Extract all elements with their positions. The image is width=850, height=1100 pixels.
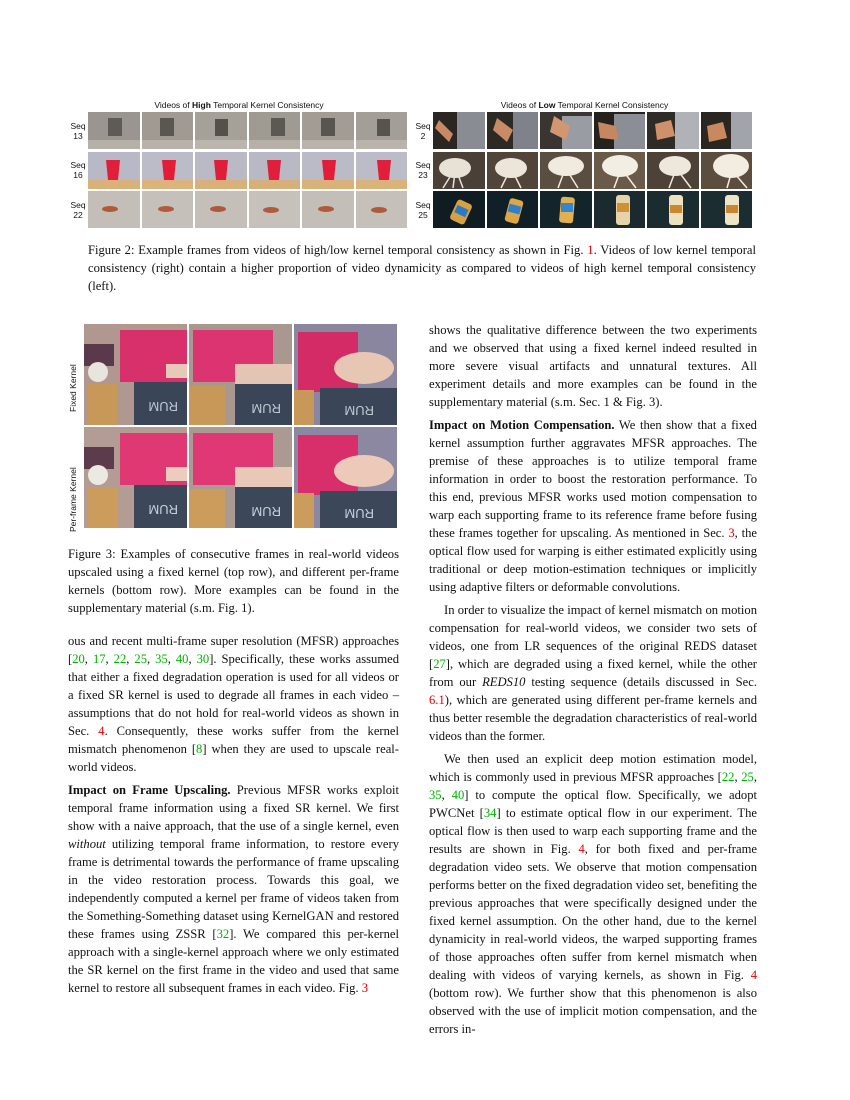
row-label-word: Seq <box>70 160 86 171</box>
video-frame <box>249 112 301 149</box>
video-frame <box>487 191 539 228</box>
row-label-number: 16 <box>73 170 83 181</box>
video-frame <box>195 112 247 149</box>
body-text: , for both fixed and per-frame degradation video sets. We observe that motion compensation performs better on the fixed degradation video set, benefiting the previous approaches that were specifically designed under the fixed kernel assumption. On the other hand, due to the kernel dynamicity in real-world videos, the warped supporting frames of those approaches often suffer from kernel mismatch when dealing with videos of varying kernels, as shown in Fig. <box>429 842 757 982</box>
svg-text:RUM: RUM <box>148 399 178 414</box>
body-text: ous and recent multi-frame super resolution (MFSR) approaches [ <box>68 634 399 666</box>
svg-text:RUM: RUM <box>251 504 281 519</box>
paragraph: ous and recent multi-frame super resolution (MFSR) approaches [20, 17, 22, 25, 35, 40, 30]. Specifically, these works assumed that either a fixed degradation operation is used for all videos or a fixed SR kernel is used to degrade all frames in each video – assumptions that do not hold for real-world videos as shown in Sec. 4. Consequently, these works suffer from the kernel mismatch phenomenon [8] when they are used to upscale real-world videos. <box>68 634 400 774</box>
row-label <box>413 200 433 220</box>
video-frame <box>88 191 140 228</box>
row-label <box>413 121 433 141</box>
citation-link[interactable]: 20 <box>72 652 85 666</box>
emphasis-text: without <box>68 837 106 851</box>
figure-reference-link[interactable]: 1 <box>587 243 594 257</box>
video-frame <box>433 112 485 149</box>
video-frame <box>701 191 753 228</box>
body-text: (bottom row). We further show that this phenomenon is also observed with the use of implicit motion compensation, and the errors in- <box>429 986 757 1036</box>
paragraph <box>68 781 399 997</box>
video-frame <box>142 152 194 189</box>
body-text: ], which are degraded using a fixed kernel, while the other from our <box>429 657 757 689</box>
title-text: Videos of <box>500 100 539 110</box>
citation-link[interactable]: 27 <box>433 657 446 671</box>
svg-text:RUM: RUM <box>344 403 374 418</box>
emphasis-text: REDS10 <box>482 675 526 689</box>
figure2-caption <box>88 241 756 295</box>
figure2-row-seq23 <box>413 151 756 191</box>
citation-link[interactable]: 22 <box>721 770 735 784</box>
figure3 <box>68 322 400 530</box>
paragraph-heading: Impact on Frame Upscaling. <box>68 783 231 797</box>
figure2-row-seq2 <box>413 111 756 151</box>
figure2-row-seq25 <box>413 190 756 230</box>
citation-link[interactable]: 30 <box>196 652 210 666</box>
citation-link[interactable]: 35 <box>429 788 442 802</box>
video-frame <box>540 152 592 189</box>
figure2-left-panel <box>68 100 410 230</box>
video-frame <box>356 112 408 149</box>
title-text: Videos of <box>154 100 192 110</box>
row-label-number: 25 <box>418 209 428 220</box>
upscaled-frame <box>84 324 187 425</box>
video-frame <box>540 112 592 149</box>
title-emphasis: Low <box>538 100 556 110</box>
body-text: ] when they are used to upscale real-world videos. <box>68 742 399 774</box>
row-label-number: 13 <box>73 130 83 141</box>
upscaled-frame <box>189 427 292 528</box>
video-frame <box>594 191 646 228</box>
row-label <box>68 200 88 220</box>
row-label-number: 22 <box>73 209 83 220</box>
section-reference-link[interactable]: 6.1 <box>429 693 445 707</box>
video-frame <box>356 191 408 228</box>
video-frame <box>195 152 247 189</box>
body-text: ] to estimate optical flow in our experiment. The optical flow is then used to warp each supporting frame and the results are shown in Fig. <box>429 806 757 856</box>
citation-link[interactable]: 22 <box>113 652 127 666</box>
figure3-row-label-perframe: Per-frame Kernel <box>68 467 78 532</box>
video-frame <box>487 112 539 149</box>
row-label <box>68 121 88 141</box>
row-label-word: Seq <box>70 120 86 131</box>
row-label-word: Seq <box>70 199 86 210</box>
paragraph-heading: Impact on Motion Compensation. <box>429 418 615 432</box>
section-reference-link[interactable]: 4 <box>98 724 105 738</box>
body-text: . Consequently, these works suffer from the kernel mismatch phenomenon [ <box>68 724 399 756</box>
video-frame <box>142 191 194 228</box>
paragraph <box>429 416 757 596</box>
video-frame <box>433 152 485 189</box>
section-reference-link[interactable]: 3 <box>728 526 735 540</box>
video-frame <box>88 112 140 149</box>
left-column-body <box>68 632 399 997</box>
video-frame <box>647 152 699 189</box>
upscaled-frame <box>294 324 397 425</box>
body-text: ]. We compared this per-kernel approach with a single-kernel approach where we only estimated the SR kernel on the first frame in the video and used that same kernel to restore all subsequent frames in each video. Fig. <box>68 927 399 995</box>
video-frame <box>647 191 699 228</box>
row-label-number: 2 <box>420 130 426 141</box>
row-label-word: Seq <box>415 160 431 171</box>
body-text: utilizing temporal frame information, to restore every frame is detrimental towards the performance of frame upscaling in the video restoration process. Towards this goal, we independently computed a kernel per frame of videos taken from the Something-Something dataset using KernelGAN and restored these frames using ZSSR [ <box>68 837 399 941</box>
figure-reference-link[interactable]: 4 <box>578 842 585 856</box>
figure2-row-seq16 <box>68 151 410 191</box>
title-text: Temporal Kernel Consistency <box>210 100 324 110</box>
video-frame <box>594 152 646 189</box>
body-text: Previous MFSR works exploit temporal frame information using a fixed SR kernel. We first show with a naive approach, that the use of a single kernel, even <box>68 783 399 833</box>
video-frame <box>487 152 539 189</box>
video-frame <box>594 112 646 149</box>
upscaled-frame <box>189 324 292 425</box>
body-text: ), which are generated using different per-frame kernels and thus better resemble the degradation characteristics of real-world videos than the former. <box>429 693 757 743</box>
title-emphasis: High <box>192 100 211 110</box>
citation-link[interactable]: 8 <box>196 742 203 756</box>
figure2-row-seq13 <box>68 111 410 151</box>
citation-link[interactable]: 40 <box>451 788 465 802</box>
figure3-caption: Figure 3: Examples of consecutive frames in real-world videos upscaled using a fixed kernel (top row), and different per-frame kernels (bottom row). More examples can be found in the supplementary material (s.m. Fig. 1). <box>68 547 399 615</box>
caption-text: . Videos of low kernel temporal consistency (right) contain a higher proportion of video dynamicity as compared to videos of high kernel temporal consistency (left). <box>88 243 756 293</box>
video-frame <box>249 152 301 189</box>
citation-link[interactable]: 40 <box>175 652 189 666</box>
body-text: testing sequence (details discussed in Sec. <box>525 675 757 689</box>
citation-link[interactable]: 32 <box>216 927 230 941</box>
video-frame <box>302 191 354 228</box>
upscaled-frame <box>294 427 397 528</box>
citation-link[interactable]: 25 <box>134 652 147 666</box>
citation-link[interactable]: 34 <box>483 806 497 820</box>
video-frame <box>647 112 699 149</box>
video-frame <box>701 112 753 149</box>
video-frame <box>433 191 485 228</box>
figure2-row-seq22 <box>68 190 410 230</box>
video-frame <box>356 152 408 189</box>
paragraph: We then used an explicit deep motion estimation model, which is commonly used in previous MFSR approaches [22, 25, 35, 40] to compute the optical flow. Specifically, we adopt PWCNet [34] to estimate optical flow in our experiment. The optical flow is then used to warp each supporting frame and the results are shown in Fig. 4, for both fixed and per-frame degradation video sets. We observe that motion compensation performs better on the fixed degradation video set, benefiting the previous approaches that were specifically designed under the fixed kernel assumption. On the other hand, due to the kernel dynamicity in real-world videos, the warped supporting frames of those approaches often suffer from kernel mismatch when dealing with videos of varying kernels, as shown in Fig. 4 (bottom row). We further show that this phenomenon is also observed with the use of implicit motion compensation, and the errors in- <box>429 752 757 1036</box>
row-label-word: Seq <box>415 120 431 131</box>
body-text: ] to compute the optical flow. Specifically, we adopt PWCNet [ <box>429 788 757 820</box>
figure-reference-link[interactable]: 3 <box>361 981 369 995</box>
video-frame <box>195 191 247 228</box>
row-label-word: Seq <box>415 199 431 210</box>
svg-text:RUM: RUM <box>148 502 178 517</box>
figure-reference-link[interactable]: 4 <box>750 968 757 982</box>
video-frame <box>540 191 592 228</box>
body-text: ]. Specifically, these works assumed that either a fixed degradation operation is used for all videos or a fixed SR kernel is used to degrade all frames in each video – assumptions that do not hold for real-world videos as shown in Sec. <box>68 652 400 738</box>
body-text: , the optical flow used for warping is either estimated explicitly using traditional or deep motion-estimation techniques or implicitly using adaptive filters or deformable convolutions. <box>429 526 757 594</box>
video-frame <box>701 152 753 189</box>
figure2-right-title <box>413 100 756 111</box>
video-frame <box>302 152 354 189</box>
citation-link[interactable]: 17 <box>92 652 106 666</box>
paragraph <box>429 601 757 745</box>
svg-text:RUM: RUM <box>251 401 281 416</box>
caption-text: Figure 2: Example frames from videos of high/low kernel temporal consistency as shown in Fig. <box>88 243 588 257</box>
row-label <box>68 160 88 180</box>
video-frame <box>302 112 354 149</box>
right-column-body <box>429 321 757 1038</box>
video-frame <box>142 112 194 149</box>
citation-link[interactable]: 25 <box>741 770 754 784</box>
row-label-number: 23 <box>418 170 428 181</box>
body-text: We then used an explicit deep motion estimation model, which is commonly used in previous MFSR approaches [ <box>429 752 757 784</box>
title-text: Temporal Kernel Consistency <box>555 100 669 110</box>
paragraph: shows the qualitative difference between the two experiments and we observed that using a fixed kernel indeed resulted in more severe visual artifacts and unnatural textures. All experiment details and more examples can be found in the supplementary material (s.m. Sec. 1 & Fig. 3). <box>429 323 757 409</box>
svg-text:RUM: RUM <box>344 506 374 521</box>
figure2-right-panel <box>413 100 756 230</box>
upscaled-frame <box>84 427 187 528</box>
body-text: We then show that a fixed kernel assumption further aggravates MFSR approaches. The premise of these approaches is to utilize temporal frame information in order to boost the restoration performance. To this end, previous MFSR works used motion compensation to warp each supporting frame to its reference frame before fusing these frames together for upscaling. As mentioned in Sec. <box>429 418 757 540</box>
video-frame <box>88 152 140 189</box>
video-frame <box>249 191 301 228</box>
row-label <box>413 160 433 180</box>
body-text: In order to visualize the impact of kernel mismatch on motion compensation for real-world videos, we consider two sets of videos, one from LR sequences of the original REDS dataset [ <box>429 603 757 671</box>
figure3-row-label-fixed: Fixed Kernel <box>68 364 78 412</box>
citation-link[interactable]: 35 <box>155 652 168 666</box>
figure2-left-title <box>68 100 410 111</box>
